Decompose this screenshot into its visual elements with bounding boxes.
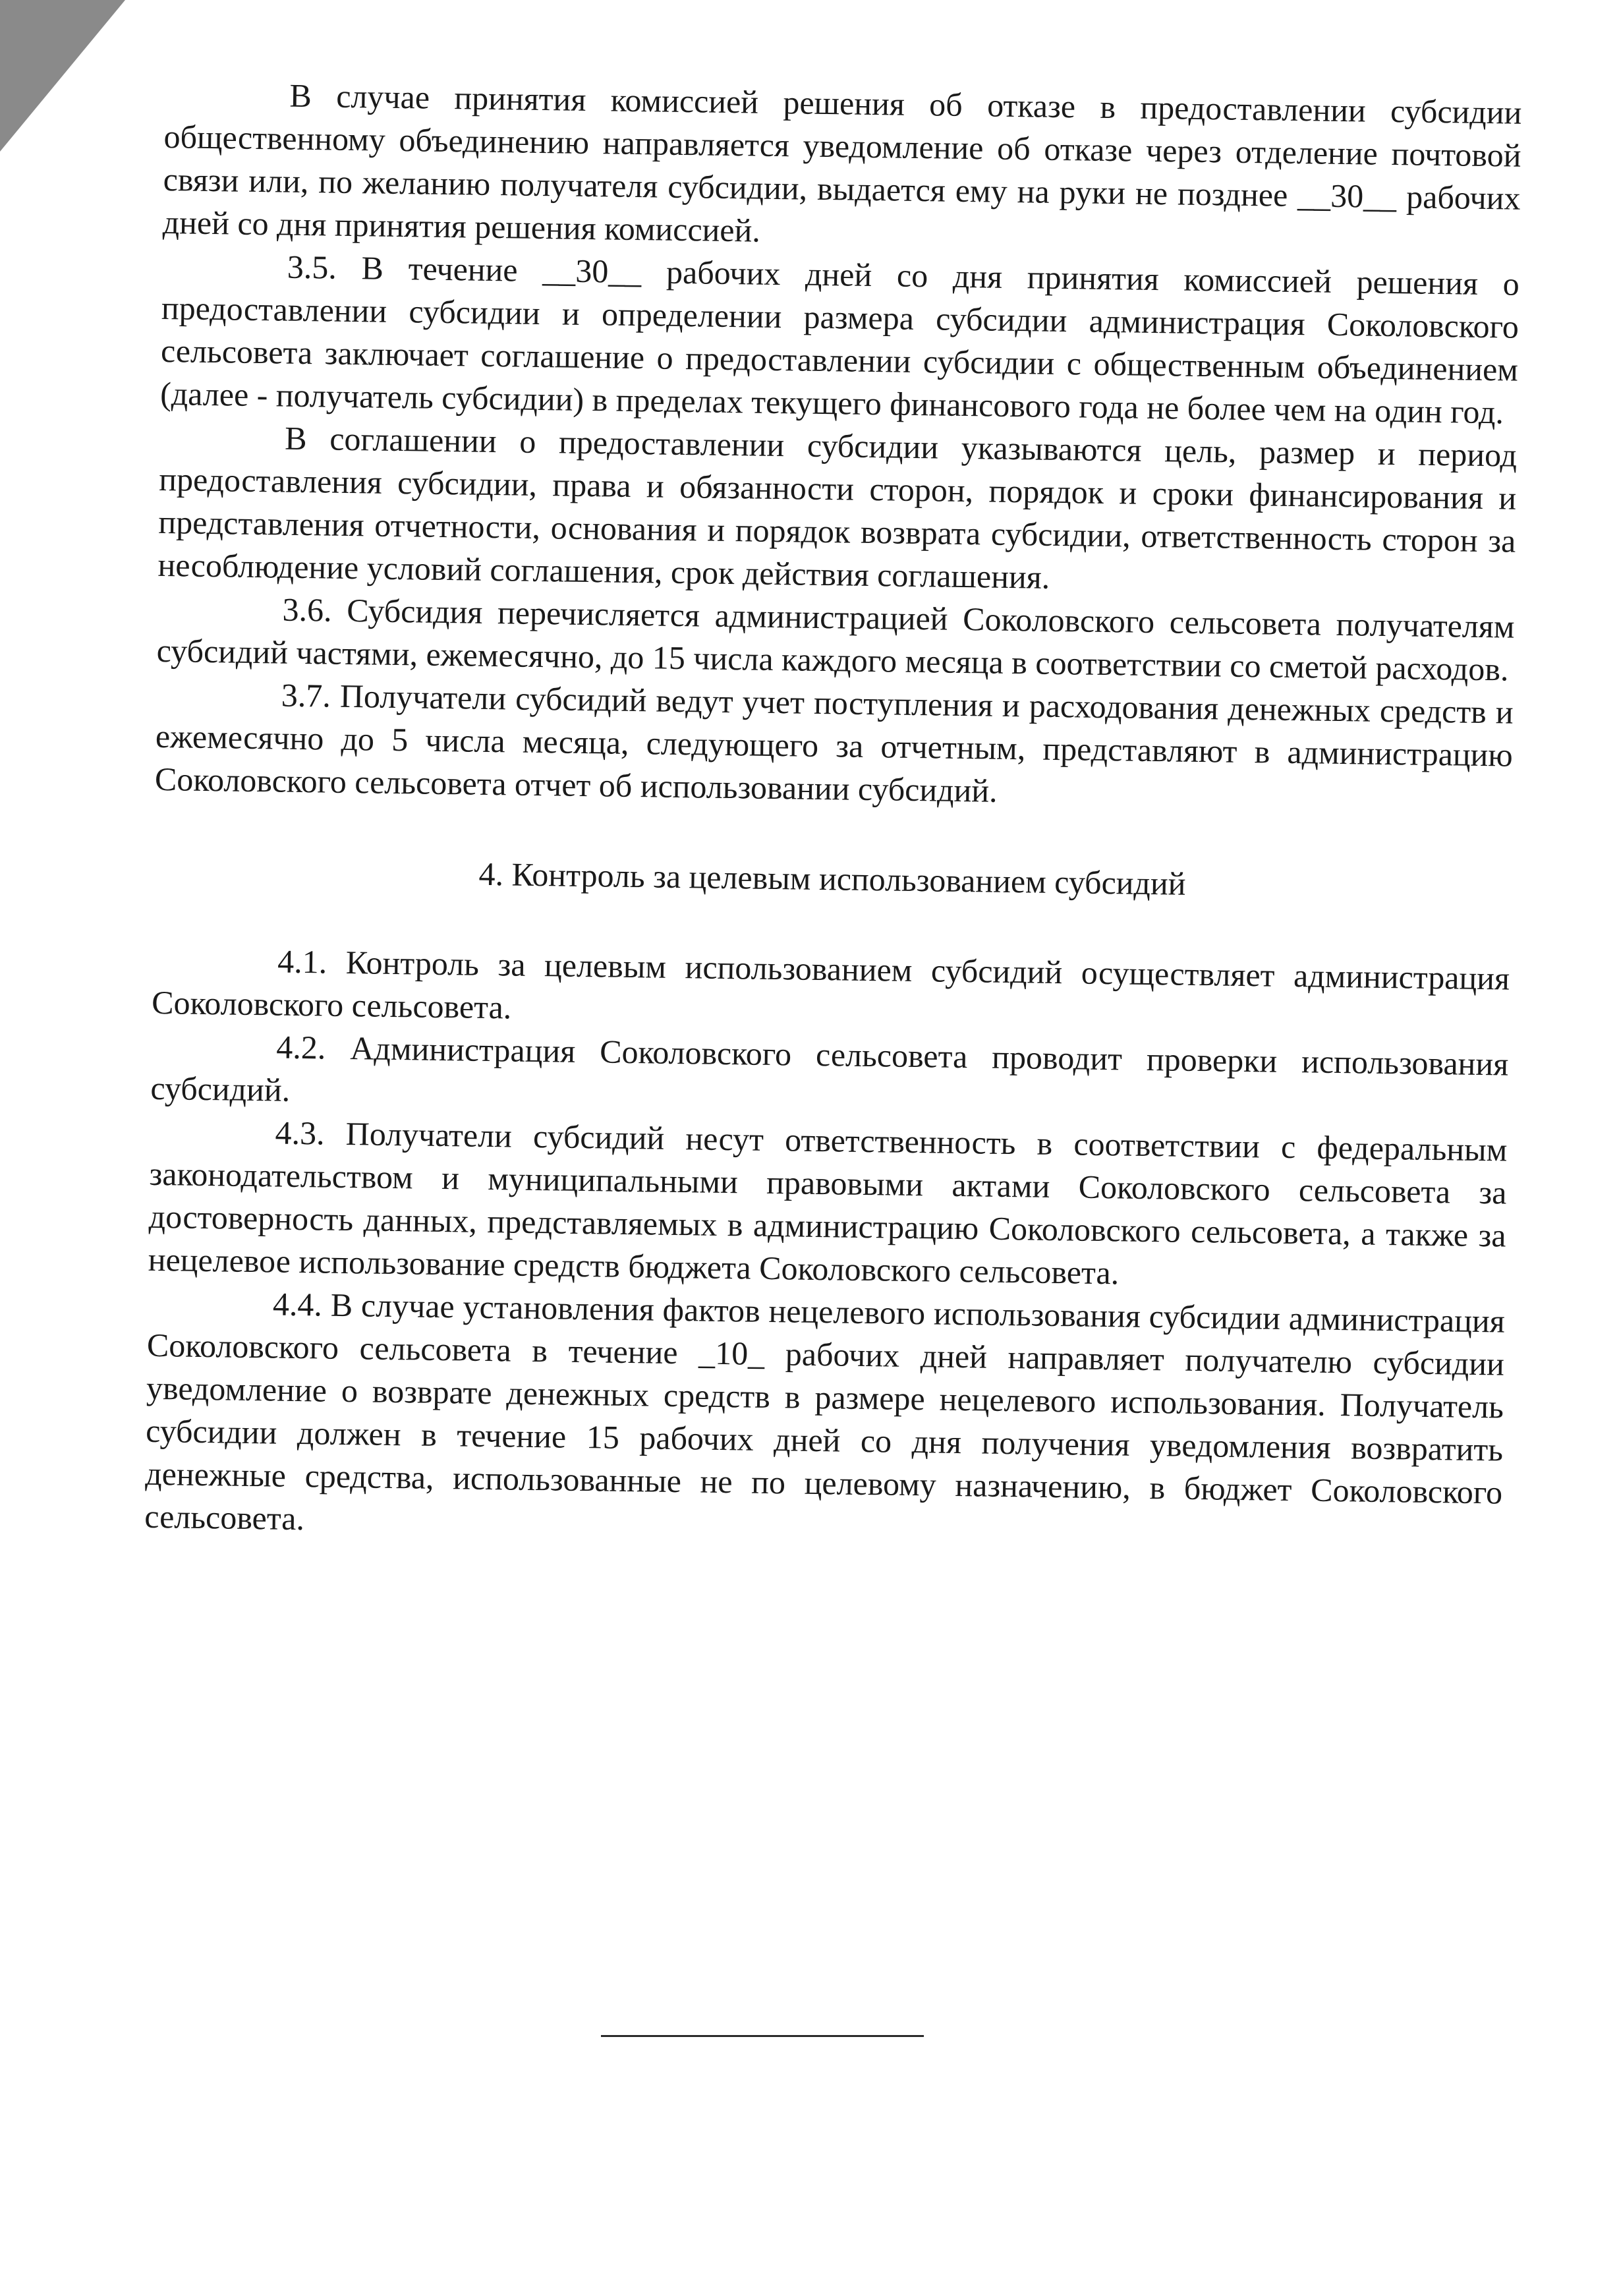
end-of-document-rule xyxy=(601,2035,924,2037)
paragraph-3-7: 3.7. Получатели субсидий ведут учет поступления и расходования денежных средств и ежемесячно до 5 числа месяца, следующего за отчетным, представляют в администрацию Соколовского сельсовета отчет об использовании субсидий. xyxy=(154,676,1514,809)
scan-corner-shadow xyxy=(0,0,125,152)
paragraph-refusal-notice: В случае принятия комиссией решения об отказе в предоставлении субсидии общественному объединению направляется уведомление об отказе через отделение почтовой связи или, по желанию получателя субсидии, выдается ему на руки не позднее __30__ рабочих дней со дня принятия решения комиссией. xyxy=(162,76,1522,249)
paragraph-agreement-terms: В соглашении о предоставлении субсидии указываются цель, размер и период предоставления субсидии, права и обязанности сторон, порядок и сроки финансирования и представления отчетности, основания и порядок возврата субсидии, ответственность сторон за несоблюдение условий соглашения, срок действия соглашения. xyxy=(157,419,1518,596)
paragraph-3-6: 3.6. Субсидия перечисляется администрацией Соколовского сельсовета получателям субсидий частями, ежемесячно, до 15 числа каждого месяца в соответствии со сметой расходов. xyxy=(156,590,1515,688)
paragraph-4-1: 4.1. Контроль за целевым использованием субсидий осуществляет администрация Соколовского сельсовета. xyxy=(151,942,1510,1026)
paragraph-4-3: 4.3. Получатели субсидий несут ответственность в соответствии с федеральным законодательством и муниципальными правовыми актами Соколовского сельсовета за достоверность данных, представляемых в администрацию Соколовского сельсовета, а также за нецелевое использование средств бюджета Соколовского сельсовета. xyxy=(148,1114,1508,1292)
document-body xyxy=(144,72,1522,1557)
section-4-heading: 4. Контроль за целевым использованием субсидий xyxy=(478,855,1186,902)
paragraph-3-5: 3.5. В течение __30__ рабочих дней со дня принятия комиссией решения о предоставлении субсидии и определении размера субсидии администрация Соколовского сельсовета заключает соглашение о предоставлении субсидии с общественным объединением (далее - получатель субсидии) в пределах текущего финансового года не более чем на один год. xyxy=(159,248,1520,431)
paragraph-4-4: 4.4. В случае установления фактов нецелевого использования субсидии администрация Соколовского сельсовета в течение _10_ рабочих дней направляет получателю субсидии уведомление о возврате денежных средств в размере нецелевого использования. Получатель субсидии должен в течение 15 рабочих дней со дня получения уведомления возвратить денежные средства, использованные не по целевому назначению, в бюджет Соколовского сельсовета. xyxy=(144,1285,1506,1537)
paragraph-4-2: 4.2. Администрация Соколовского сельсовета проводит проверки использования субсидий. xyxy=(150,1028,1509,1108)
